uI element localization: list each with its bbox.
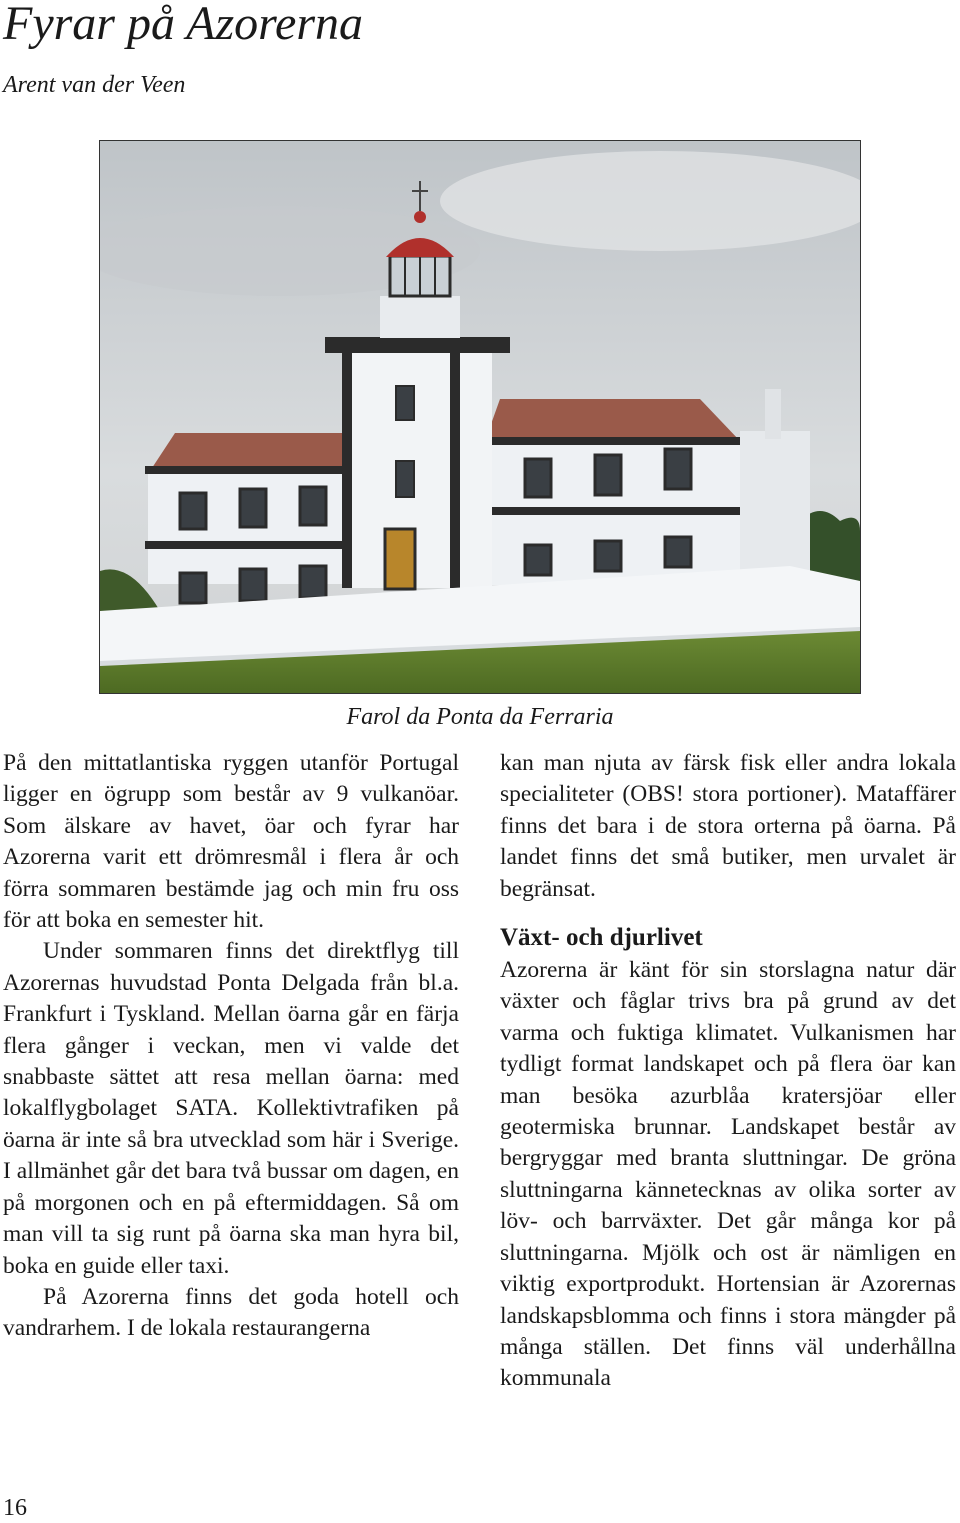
paragraph: På den mittatlantiska ryggen utanför Portugal ligger en ögrupp som består av 9 vulkanöar. Som älskare av havet, öar och fyrar har Azorerna varit ett drömresmål i flera år och förra sommaren bestämde jag och min fru oss för att boka en semester hit. <box>3 750 459 934</box>
article-title: Fyrar på Azorerna <box>3 0 363 50</box>
left-wing-roof <box>150 433 345 471</box>
paragraph: På Azorerna finns det goda hotell och vandrarhem. I de lokala restaurangerna <box>3 1283 459 1342</box>
right-wing-roof <box>485 399 740 441</box>
paragraph: Under sommaren finns det direktflyg till Azorernas huvudstad Ponta Delgada från bl.a. Frankfurt i Tyskland. Mellan öarna går en färja flera gånger i veckan, men vi valde det snabbaste sättet att resa mellan öarna: med lokalflygbolaget SATA. Kollektivtrafiken på öarna är inte så bra utvecklad som här i Sverige. I allmänhet går det bara två bussar om dagen, en på morgonen och en på eftermiddagen. Så om man vill ta sig runt på öarna ska man hyra bil, boka en guide eller taxi. <box>3 938 459 1279</box>
lighthouse-tower <box>342 353 492 588</box>
photo-caption: Farol da Ponta da Ferraria <box>346 704 614 730</box>
right-column <box>500 748 956 1395</box>
page-number: 16 <box>3 1495 27 1521</box>
lighthouse-photo <box>99 140 861 694</box>
paragraph: kan man njuta av färsk fisk eller andra lokala specialiteter (OBS! stora portioner). Mataffärer finns det bara i de stora orterna på öarna. På landet finns det små butiker, men urvalet är begränsat. <box>500 750 956 902</box>
paragraph: Azorerna är känt för sin storslagna natur där växter och fåglar trivs bra på grund av det varma och fuktiga klimatet. Vulkanismen har tydligt format landskapet och på flera öar kan man besöka azurblåa kratersjöar eller geotermiska brunnar. Landskapet består av bergryggar med branta sluttningar. De gröna sluttningarna kännetecknas av olika sorter av löv- och barrväxter. Det går många kor på sluttningarna. Mjölk och ost är nämligen en viktig exportprodukt. Hortensian är Azorernas landskapsblomma och finns i stora mängder på många ställen. Det finns väl underhållna kommunala <box>500 957 956 1392</box>
author-byline: Arent van der Veen <box>3 72 186 98</box>
left-column <box>3 748 459 1345</box>
tower-door <box>385 529 415 589</box>
section-heading: Växt- och djurlivet <box>500 924 703 952</box>
